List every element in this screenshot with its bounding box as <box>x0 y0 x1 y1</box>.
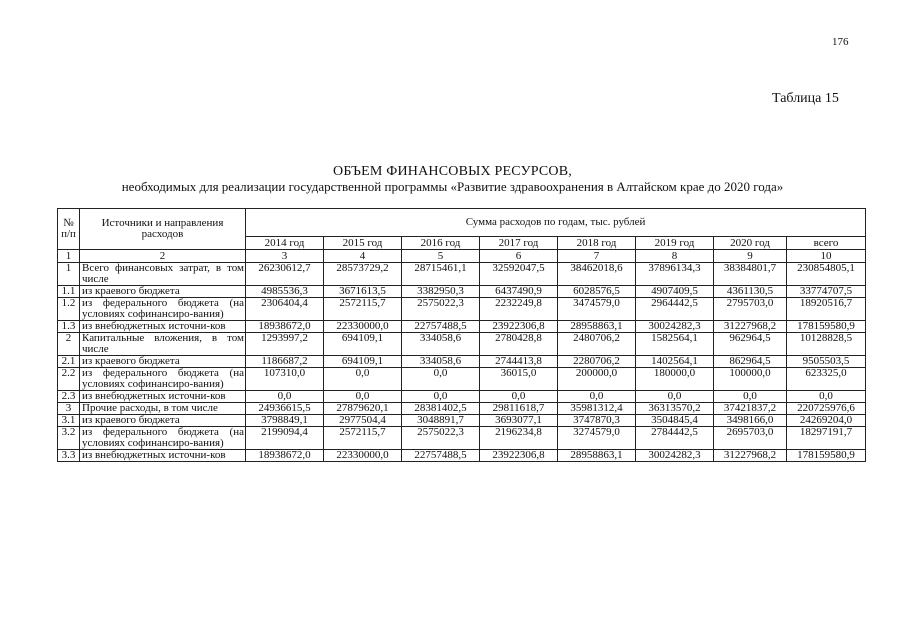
row-value: 2199094,4 <box>246 427 324 450</box>
header-year: 2015 год <box>324 237 402 250</box>
row-number: 2 <box>58 333 80 356</box>
row-value: 3498166,0 <box>714 415 787 427</box>
row-number: 1 <box>58 263 80 286</box>
row-value: 3798849,1 <box>246 415 324 427</box>
row-value: 180000,0 <box>636 368 714 391</box>
table-row <box>58 391 866 403</box>
row-source: из внебюджетных источни-ков <box>80 391 246 403</box>
row-value: 23922306,8 <box>480 450 558 462</box>
row-value: 38462018,6 <box>558 263 636 286</box>
row-source: из краевого бюджета <box>80 286 246 298</box>
row-value: 0,0 <box>714 391 787 403</box>
row-value: 28573729,2 <box>324 263 402 286</box>
row-value: 0,0 <box>324 368 402 391</box>
row-number: 3.2 <box>58 427 80 450</box>
row-value: 0,0 <box>558 391 636 403</box>
row-value: 107310,0 <box>246 368 324 391</box>
header-source: Источники и направления расходов <box>80 209 246 250</box>
row-value: 2575022,3 <box>402 427 480 450</box>
header-year: 2014 год <box>246 237 324 250</box>
table-row <box>58 415 866 427</box>
header-year: 2019 год <box>636 237 714 250</box>
row-value: 0,0 <box>402 368 480 391</box>
row-value: 32592047,5 <box>480 263 558 286</box>
row-value: 0,0 <box>402 391 480 403</box>
row-source: из федерального бюджета (на условиях софинансиро-вания) <box>80 368 246 391</box>
row-value: 37421837,2 <box>714 403 787 415</box>
row-value: 2196234,8 <box>480 427 558 450</box>
row-number: 3 <box>58 403 80 415</box>
row-value: 1402564,1 <box>636 356 714 368</box>
row-value: 100000,0 <box>714 368 787 391</box>
row-value: 334058,6 <box>402 356 480 368</box>
row-value: 2280706,2 <box>558 356 636 368</box>
row-value: 178159580,9 <box>787 450 866 462</box>
header-sum-title: Сумма расходов по годам, тыс. рублей <box>246 209 866 237</box>
row-value: 230854805,1 <box>787 263 866 286</box>
row-number: 2.1 <box>58 356 80 368</box>
row-value: 18920516,7 <box>787 298 866 321</box>
row-value: 0,0 <box>787 391 866 403</box>
row-value: 2795703,0 <box>714 298 787 321</box>
document-title: ОБЪЕМ ФИНАНСОВЫХ РЕСУРСОВ, <box>333 164 572 179</box>
table-row <box>58 321 866 333</box>
table-label: Таблица 15 <box>772 91 839 106</box>
row-value: 18297191,7 <box>787 427 866 450</box>
row-number: 1.3 <box>58 321 80 333</box>
row-value: 26230612,7 <box>246 263 324 286</box>
row-value: 24269204,0 <box>787 415 866 427</box>
row-value: 28715461,1 <box>402 263 480 286</box>
table-row <box>58 298 866 321</box>
row-value: 2572115,7 <box>324 427 402 450</box>
row-number: 3.1 <box>58 415 80 427</box>
row-value: 28958863,1 <box>558 450 636 462</box>
row-value: 2575022,3 <box>402 298 480 321</box>
row-value: 3382950,3 <box>402 286 480 298</box>
table-row <box>58 263 866 286</box>
row-value: 0,0 <box>636 391 714 403</box>
document-subtitle: необходимых для реализации государственной программы «Развитие здравоохранения в Алтайском крае до 2020 года» <box>121 179 784 194</box>
row-value: 36313570,2 <box>636 403 714 415</box>
row-value: 3474579,0 <box>558 298 636 321</box>
row-value: 3048891,7 <box>402 415 480 427</box>
row-value: 623325,0 <box>787 368 866 391</box>
row-value: 27879620,1 <box>324 403 402 415</box>
row-value: 22757488,5 <box>402 450 480 462</box>
header-year: 2017 год <box>480 237 558 250</box>
table-row <box>58 356 866 368</box>
row-value: 2744413,8 <box>480 356 558 368</box>
row-value: 0,0 <box>480 391 558 403</box>
row-value: 3504845,4 <box>636 415 714 427</box>
row-value: 22757488,5 <box>402 321 480 333</box>
row-number: 3.3 <box>58 450 80 462</box>
column-number: 1 <box>58 250 80 263</box>
table-row <box>58 403 866 415</box>
row-number: 1.2 <box>58 298 80 321</box>
row-value: 36015,0 <box>480 368 558 391</box>
row-value: 3671613,5 <box>324 286 402 298</box>
row-value: 33774707,5 <box>787 286 866 298</box>
row-value: 2695703,0 <box>714 427 787 450</box>
row-source: из внебюджетных источни-ков <box>80 450 246 462</box>
column-number: 2 <box>80 250 246 263</box>
row-source: из федерального бюджета (на условиях софинансиро-вания) <box>80 427 246 450</box>
row-value: 694109,1 <box>324 333 402 356</box>
column-number: 3 <box>246 250 324 263</box>
header-year: всего <box>787 237 866 250</box>
column-number: 4 <box>324 250 402 263</box>
row-value: 23922306,8 <box>480 321 558 333</box>
row-value: 178159580,9 <box>787 321 866 333</box>
row-value: 9505503,5 <box>787 356 866 368</box>
row-value: 220725976,6 <box>787 403 866 415</box>
row-value: 18938672,0 <box>246 450 324 462</box>
row-value: 1582564,1 <box>636 333 714 356</box>
row-value: 2977504,4 <box>324 415 402 427</box>
row-value: 2784442,5 <box>636 427 714 450</box>
row-source: Капитальные вложения, в том числе <box>80 333 246 356</box>
row-source: Прочие расходы, в том числе <box>80 403 246 415</box>
row-value: 334058,6 <box>402 333 480 356</box>
row-value: 0,0 <box>246 391 324 403</box>
row-value: 30024282,3 <box>636 450 714 462</box>
row-value: 4361130,5 <box>714 286 787 298</box>
row-value: 962964,5 <box>714 333 787 356</box>
row-value: 31227968,2 <box>714 450 787 462</box>
row-value: 29811618,7 <box>480 403 558 415</box>
row-value: 28381402,5 <box>402 403 480 415</box>
row-value: 2572115,7 <box>324 298 402 321</box>
row-value: 24936615,5 <box>246 403 324 415</box>
row-value: 38384801,7 <box>714 263 787 286</box>
row-value: 2480706,2 <box>558 333 636 356</box>
column-number: 10 <box>787 250 866 263</box>
header-year: 2018 год <box>558 237 636 250</box>
row-value: 2306404,4 <box>246 298 324 321</box>
row-source: из внебюджетных источни-ков <box>80 321 246 333</box>
row-value: 18938672,0 <box>246 321 324 333</box>
table-row <box>58 333 866 356</box>
row-source: Всего финансовых затрат, в том числе <box>80 263 246 286</box>
financial-resources-table <box>57 208 866 462</box>
column-number: 7 <box>558 250 636 263</box>
header-year: 2020 год <box>714 237 787 250</box>
table-row <box>58 450 866 462</box>
row-value: 4985536,3 <box>246 286 324 298</box>
row-source: из краевого бюджета <box>80 415 246 427</box>
table-row <box>58 427 866 450</box>
table-row <box>58 286 866 298</box>
row-value: 862964,5 <box>714 356 787 368</box>
row-number: 1.1 <box>58 286 80 298</box>
row-source: из федерального бюджета (на условиях софинансиро-вания) <box>80 298 246 321</box>
row-number: 2.3 <box>58 391 80 403</box>
row-value: 2780428,8 <box>480 333 558 356</box>
row-value: 4907409,5 <box>636 286 714 298</box>
row-value: 37896134,3 <box>636 263 714 286</box>
row-value: 0,0 <box>324 391 402 403</box>
row-value: 22330000,0 <box>324 321 402 333</box>
row-value: 35981312,4 <box>558 403 636 415</box>
row-value: 1293997,2 <box>246 333 324 356</box>
row-value: 22330000,0 <box>324 450 402 462</box>
header-num: № п/п <box>58 209 80 250</box>
column-number: 9 <box>714 250 787 263</box>
row-value: 2964442,5 <box>636 298 714 321</box>
column-number: 8 <box>636 250 714 263</box>
column-number: 5 <box>402 250 480 263</box>
row-value: 1186687,2 <box>246 356 324 368</box>
row-value: 6437490,9 <box>480 286 558 298</box>
row-value: 694109,1 <box>324 356 402 368</box>
row-value: 31227968,2 <box>714 321 787 333</box>
row-value: 28958863,1 <box>558 321 636 333</box>
row-value: 3274579,0 <box>558 427 636 450</box>
column-number: 6 <box>480 250 558 263</box>
row-source: из краевого бюджета <box>80 356 246 368</box>
page-number: 176 <box>832 36 849 48</box>
table-row <box>58 368 866 391</box>
row-value: 6028576,5 <box>558 286 636 298</box>
row-value: 200000,0 <box>558 368 636 391</box>
row-value: 10128828,5 <box>787 333 866 356</box>
row-value: 2232249,8 <box>480 298 558 321</box>
row-value: 3747870,3 <box>558 415 636 427</box>
row-value: 30024282,3 <box>636 321 714 333</box>
row-value: 3693077,1 <box>480 415 558 427</box>
row-number: 2.2 <box>58 368 80 391</box>
header-year: 2016 год <box>402 237 480 250</box>
